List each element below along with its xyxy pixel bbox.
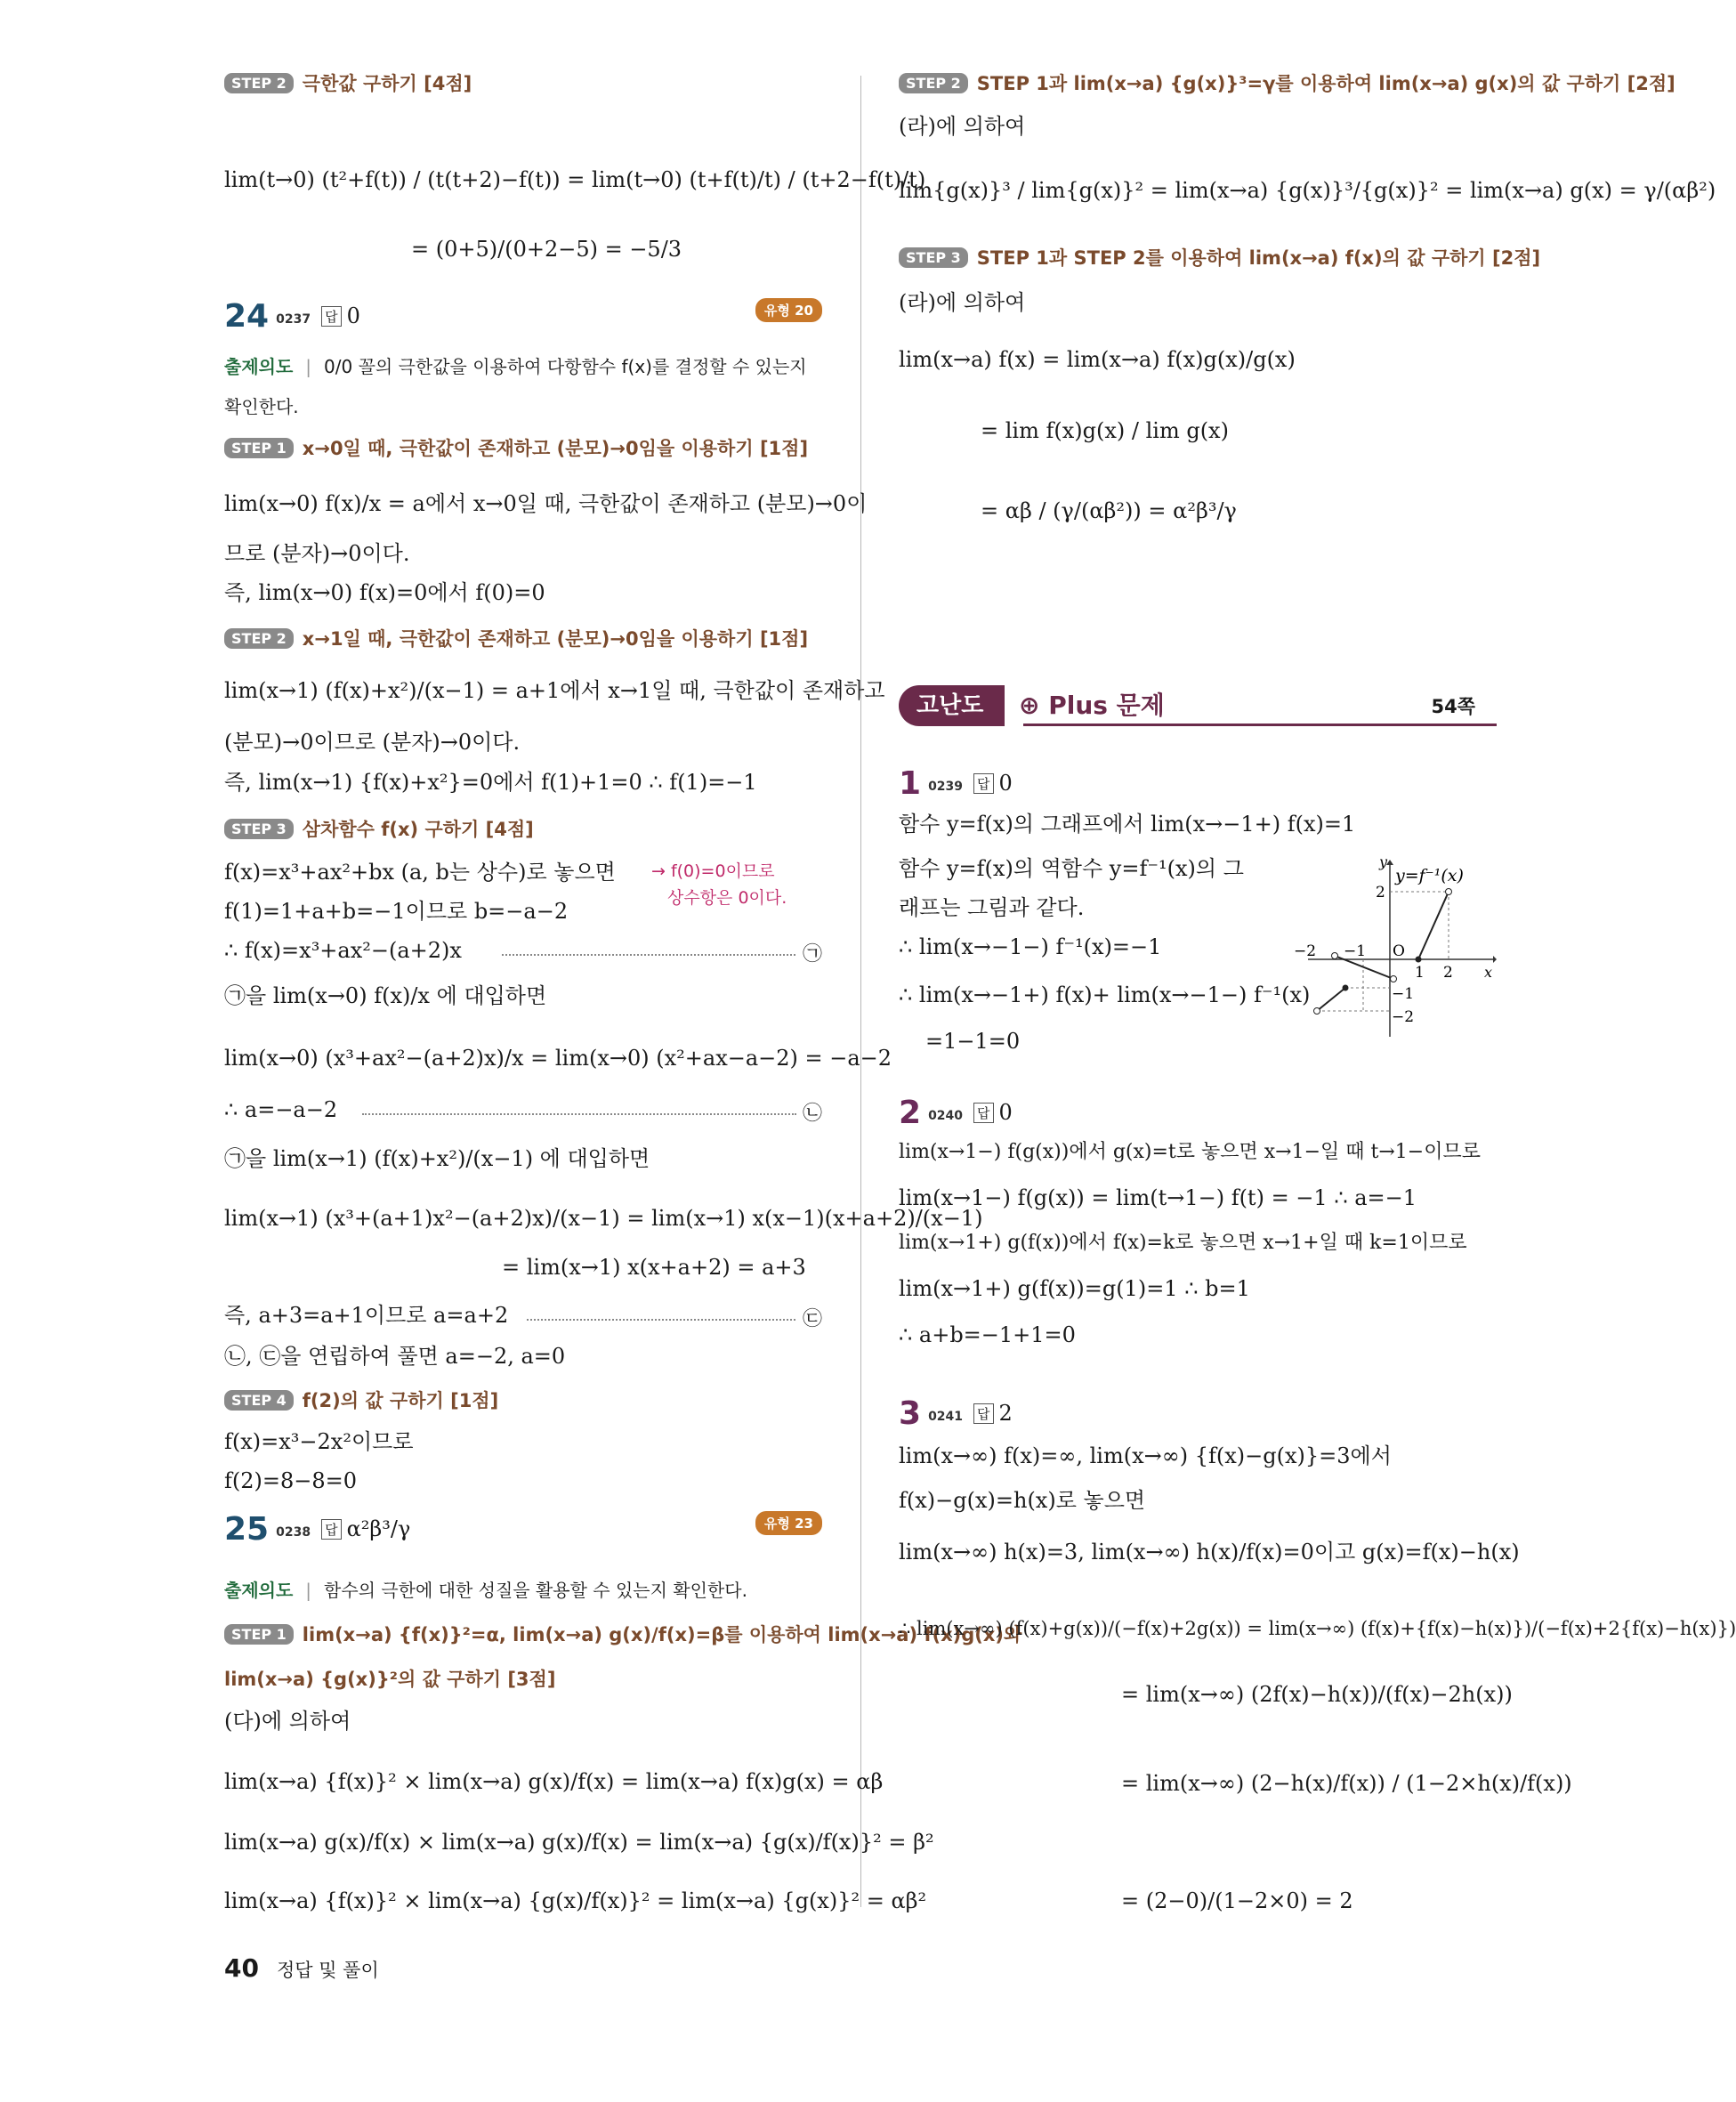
leader-dots — [362, 1113, 796, 1115]
answer-value: α²β³/γ — [346, 1516, 411, 1541]
origin-label: O — [1393, 942, 1405, 960]
solution-line: = lim f(x)g(x) / lim g(x) — [981, 418, 1229, 443]
tick-label-x: −2 — [1294, 942, 1317, 960]
intent-text: 0/0 꼴의 극한값을 이용하여 다항함수 f(x)를 결정할 수 있는지 — [324, 356, 807, 377]
answer-label: 답 — [973, 773, 994, 794]
plus-icon: ⊕ — [1019, 691, 1040, 720]
solution-line: f(1)=1+a+b=−1이므로 b=−a−2 — [224, 899, 569, 924]
solution-line: = αβ / (γ/(αβ²)) = α²β³/γ — [981, 498, 1237, 523]
problem-25-header — [224, 1511, 822, 1548]
step2-heading — [899, 73, 1675, 95]
step2-heading — [224, 628, 808, 651]
solution-line: lim(x→1) (x³+(a+1)x²−(a+2)x)/(x−1) = lim(x→1) x(x−1)(x+a+2)/(x−1) — [224, 1206, 983, 1231]
solution-line: ㉠을 lim(x→1) (f(x)+x²)/(x−1) 에 대입하면 — [224, 1146, 650, 1171]
solution-line: lim(x→a) f(x) = lim(x→a) f(x)g(x)/g(x) — [899, 347, 1296, 372]
solution-line: lim(x→1+) g(f(x))=g(1)=1 ∴ b=1 — [899, 1276, 1250, 1301]
answer-label: 답 — [321, 1519, 342, 1540]
intent: 출제의도 | 0/0 꼴의 극한값을 이용하여 다항함수 f(x)를 결정할 수 있는지 — [224, 356, 807, 377]
step-title: 극한값 구하기 [4점] — [302, 73, 472, 94]
tick-label-x: 2 — [1443, 964, 1453, 982]
step3-heading — [224, 819, 534, 841]
solution-line: lim(x→∞) h(x)=3, lim(x→∞) h(x)/f(x)=0이고 g(x)=f(x)−h(x) — [899, 1540, 1520, 1564]
solution-line: (라)에 의하여 — [899, 290, 1026, 315]
solution-line: 즉, lim(x→0) f(x)=0에서 f(0)=0 — [224, 580, 545, 605]
solution-line: lim{g(x)}³ / lim{g(x)}² = lim(x→a) {g(x)}³/{g(x)}² = lim(x→a) g(x) = γ/(αβ²) — [899, 178, 1716, 203]
q1-header — [899, 765, 1013, 802]
graph-segment — [1317, 988, 1345, 1011]
answer-value: 2 — [998, 1401, 1013, 1426]
open-point — [1332, 953, 1338, 959]
step-title: x→1일 때, 극한값이 존재하고 (분모)→0임을 이용하기 [1점] — [302, 628, 809, 650]
step-title: STEP 1과 STEP 2를 이용하여 lim(x→a) f(x)의 값 구하기 [2점] — [976, 247, 1541, 269]
answer-value: 0 — [998, 771, 1013, 796]
solution-line: =1−1=0 — [925, 1029, 1021, 1054]
intent-text: 함수의 극한에 대한 성질을 활용할 수 있는지 확인한다. — [324, 1580, 747, 1601]
section-subtitle-text: Plus 문제 — [1048, 691, 1165, 720]
step-tag: STEP 3 — [224, 819, 294, 839]
step-tag: STEP 3 — [899, 247, 968, 268]
open-point — [1391, 976, 1397, 982]
x-axis-label: x — [1484, 964, 1493, 981]
x-axis-arrow — [1493, 956, 1497, 963]
footer-label: 정답 및 풀이 — [276, 1960, 379, 1981]
solution-line: f(x)−g(x)=h(x)로 놓으면 — [899, 1488, 1146, 1513]
graph-segment — [1418, 892, 1449, 959]
tick-label-y: 2 — [1376, 884, 1385, 901]
problem-id: 0240 — [928, 1109, 964, 1123]
solution-line: lim(x→1−) f(g(x))에서 g(x)=t로 놓으면 x→1−일 때 t→1−이므로 — [899, 1141, 1481, 1163]
solution-line: (분모)→0이므로 (분자)→0이다. — [224, 730, 521, 755]
problem-id: 0238 — [276, 1525, 311, 1540]
problem-number: 2 — [899, 1095, 922, 1131]
problem-id: 0241 — [928, 1410, 964, 1424]
problem-id: 0239 — [928, 780, 964, 794]
solution-line: ∴ lim(x→−1−) f⁻¹(x)=−1 — [899, 934, 1162, 959]
solution-line: ㉡, ㉢을 연립하여 풀면 a=−2, a=0 — [224, 1344, 566, 1369]
problem-id: 0237 — [276, 312, 311, 327]
closed-point — [1416, 957, 1422, 963]
side-note: 상수항은 0이다. — [667, 888, 787, 908]
intent: 출제의도 | 함수의 극한에 대한 성질을 활용할 수 있는지 확인한다. — [224, 1580, 747, 1601]
tick-label-y: −1 — [1392, 985, 1415, 1003]
section-title: 고난도 — [899, 685, 1005, 726]
solution-line: lim(x→0) (x³+ax²−(a+2)x)/x = lim(x→0) (x²+ax−a−2) = −a−2 — [224, 1046, 892, 1071]
open-point — [1446, 889, 1452, 895]
step2-heading — [224, 73, 472, 95]
step-title: x→0일 때, 극한값이 존재하고 (분모)→0임을 이용하기 [1점] — [302, 438, 809, 459]
solution-line: 함수 y=f(x)의 그래프에서 lim(x→−1+) f(x)=1 — [899, 812, 1356, 837]
step-tag: STEP 2 — [899, 73, 968, 93]
side-note: → f(0)=0이므로 — [651, 861, 775, 881]
problem-number: 3 — [899, 1395, 922, 1432]
solution-line: 즉, a+3=a+1이므로 a=a+2 — [224, 1303, 509, 1328]
y-axis-label: y — [1379, 853, 1388, 870]
solution-line: lim(x→a) g(x)/f(x) × lim(x→a) g(x)/f(x) = lim(x→a) {g(x)/f(x)}² = β² — [224, 1830, 934, 1855]
step-tag: STEP 1 — [224, 438, 294, 458]
solution-line: lim(x→1+) g(f(x))에서 f(x)=k로 놓으면 x→1+일 때 k=1이므로 — [899, 1232, 1467, 1254]
solution-line: 래프는 그림과 같다. — [899, 895, 1085, 920]
solution-line: lim(x→0) f(x)/x = a에서 x→0일 때, 극한값이 존재하고 (분모)→0이 — [224, 491, 868, 516]
solution-line: f(x)=x³−2x²이므로 — [224, 1429, 414, 1454]
intent-label: 출제의도 — [224, 356, 294, 377]
section-header — [899, 685, 1497, 730]
closed-point — [1343, 985, 1349, 991]
solution-line: (라)에 의하여 — [899, 114, 1026, 139]
leader-dots — [502, 954, 795, 956]
type-badge: 유형 20 — [755, 298, 822, 322]
solution-line: ∴ lim(x→−1+) f(x)+ lim(x→−1−) f⁻¹(x) — [899, 982, 1311, 1007]
intent-text-2: 확인한다. — [224, 396, 299, 417]
step-title-2: lim(x→a) {g(x)}²의 값 구하기 [3점] — [224, 1669, 556, 1690]
solution-line: lim(x→a) {f(x)}² × lim(x→a) {g(x)/f(x)}² = lim(x→a) {g(x)}² = αβ² — [224, 1888, 927, 1913]
answer-label: 답 — [973, 1403, 994, 1424]
solution-line: lim(x→1) (f(x)+x²)/(x−1) = a+1에서 x→1일 때, 극한값이 존재하고 — [224, 678, 885, 703]
step-title: 삼차함수 f(x) 구하기 [4점] — [302, 819, 534, 840]
solution-line: ㉠을 lim(x→0) f(x)/x 에 대입하면 — [224, 983, 547, 1008]
step-title: STEP 1과 lim(x→a) {g(x)}³=γ를 이용하여 lim(x→a) g(x)의 값 구하기 [2점] — [976, 73, 1675, 94]
problem-24-header — [224, 298, 822, 335]
solution-line: = lim(x→1) x(x+a+2) = a+3 — [502, 1255, 806, 1280]
solution-line: 함수 y=f(x)의 역함수 y=f⁻¹(x)의 그 — [899, 856, 1244, 881]
page-footer — [224, 1953, 379, 1983]
solution-line: = lim(x→∞) (2−h(x)/f(x)) / (1−2×h(x)/f(x)) — [1121, 1771, 1572, 1796]
step-title: lim(x→a) {f(x)}²=α, lim(x→a) g(x)/f(x)=β를 이용하여 lim(x→a) f(x)g(x)와 — [302, 1624, 1022, 1645]
solution-line: f(2)=8−8=0 — [224, 1468, 358, 1493]
solution-line: 므로 (분자)→0이다. — [224, 541, 410, 566]
solution-line: ∴ a=−a−2 — [224, 1097, 338, 1122]
step-title: f(2)의 값 구하기 [1점] — [302, 1390, 499, 1411]
marker: ㉢ — [802, 1308, 822, 1330]
equation: = (0+5)/(0+2−5) = −5/3 — [411, 237, 682, 262]
solution-line: lim(x→a) {f(x)}² × lim(x→a) g(x)/f(x) = lim(x→a) f(x)g(x) = αβ — [224, 1769, 884, 1794]
step-tag: STEP 2 — [224, 73, 294, 93]
tick-label-y: −2 — [1392, 1008, 1415, 1026]
intent-label: 출제의도 — [224, 1580, 294, 1601]
marker: ㉡ — [802, 1103, 822, 1125]
q3-header — [899, 1395, 1013, 1432]
step1-heading — [224, 438, 808, 460]
type-badge: 유형 23 — [755, 1511, 822, 1535]
marker: ㉠ — [802, 943, 822, 966]
open-point — [1314, 1008, 1320, 1015]
answer-value: 0 — [998, 1100, 1013, 1125]
page-number: 40 — [224, 1953, 259, 1983]
answer-label: 답 — [973, 1103, 994, 1123]
inverse-function-graph — [1290, 854, 1497, 1041]
section-page-ref: 54쪽 — [1431, 696, 1475, 717]
problem-number: 24 — [224, 298, 270, 335]
problem-number: 1 — [899, 765, 922, 802]
function-label: y=f⁻¹(x) — [1395, 866, 1464, 885]
y-axis-arrow — [1386, 860, 1393, 865]
step-tag: STEP 4 — [224, 1390, 294, 1411]
q2-header — [899, 1095, 1013, 1131]
answer-value: 0 — [346, 303, 360, 328]
solution-line: (다)에 의하여 — [224, 1709, 351, 1734]
leader-dots — [527, 1319, 795, 1321]
solution-line: ∴ f(x)=x³+ax²−(a+2)x — [224, 938, 462, 963]
tick-label-x: −1 — [1344, 942, 1367, 960]
solution-line: = (2−0)/(1−2×0) = 2 — [1121, 1888, 1353, 1913]
step4-heading — [224, 1390, 498, 1412]
step3-heading — [899, 247, 1540, 270]
problem-number: 25 — [224, 1511, 270, 1548]
solution-line: 즉, lim(x→1) {f(x)+x²}=0에서 f(1)+1=0 ∴ f(1)=−1 — [224, 770, 757, 795]
solution-line: ∴ a+b=−1+1=0 — [899, 1322, 1076, 1347]
equation: lim(t→0) (t²+f(t)) / (t(t+2)−f(t)) = lim(t→0) (t+f(t)/t) / (t+2−f(t)/t) — [224, 167, 926, 192]
solution-line: lim(x→1−) f(g(x)) = lim(t→1−) f(t) = −1 ∴ a=−1 — [899, 1185, 1417, 1210]
solution-line: = lim(x→∞) (2f(x)−h(x))/(f(x)−2h(x)) — [1121, 1682, 1513, 1707]
section-subtitle — [1019, 685, 1165, 726]
answer-label: 답 — [321, 306, 342, 327]
solution-line: ∴ lim(x→∞) (f(x)+g(x))/(−f(x)+2g(x)) = lim(x→∞) (f(x)+{f(x)−h(x)})/(−f(x)+2{f(x)−h(x)}) — [899, 1618, 1736, 1639]
tick-label-x: 1 — [1415, 964, 1425, 982]
solution-line: lim(x→∞) f(x)=∞, lim(x→∞) {f(x)−g(x)}=3에서 — [899, 1443, 1392, 1468]
step-tag: STEP 2 — [224, 628, 294, 649]
solution-line: f(x)=x³+ax²+bx (a, b는 상수)로 놓으면 — [224, 860, 616, 885]
step-tag: STEP 1 — [224, 1624, 294, 1645]
